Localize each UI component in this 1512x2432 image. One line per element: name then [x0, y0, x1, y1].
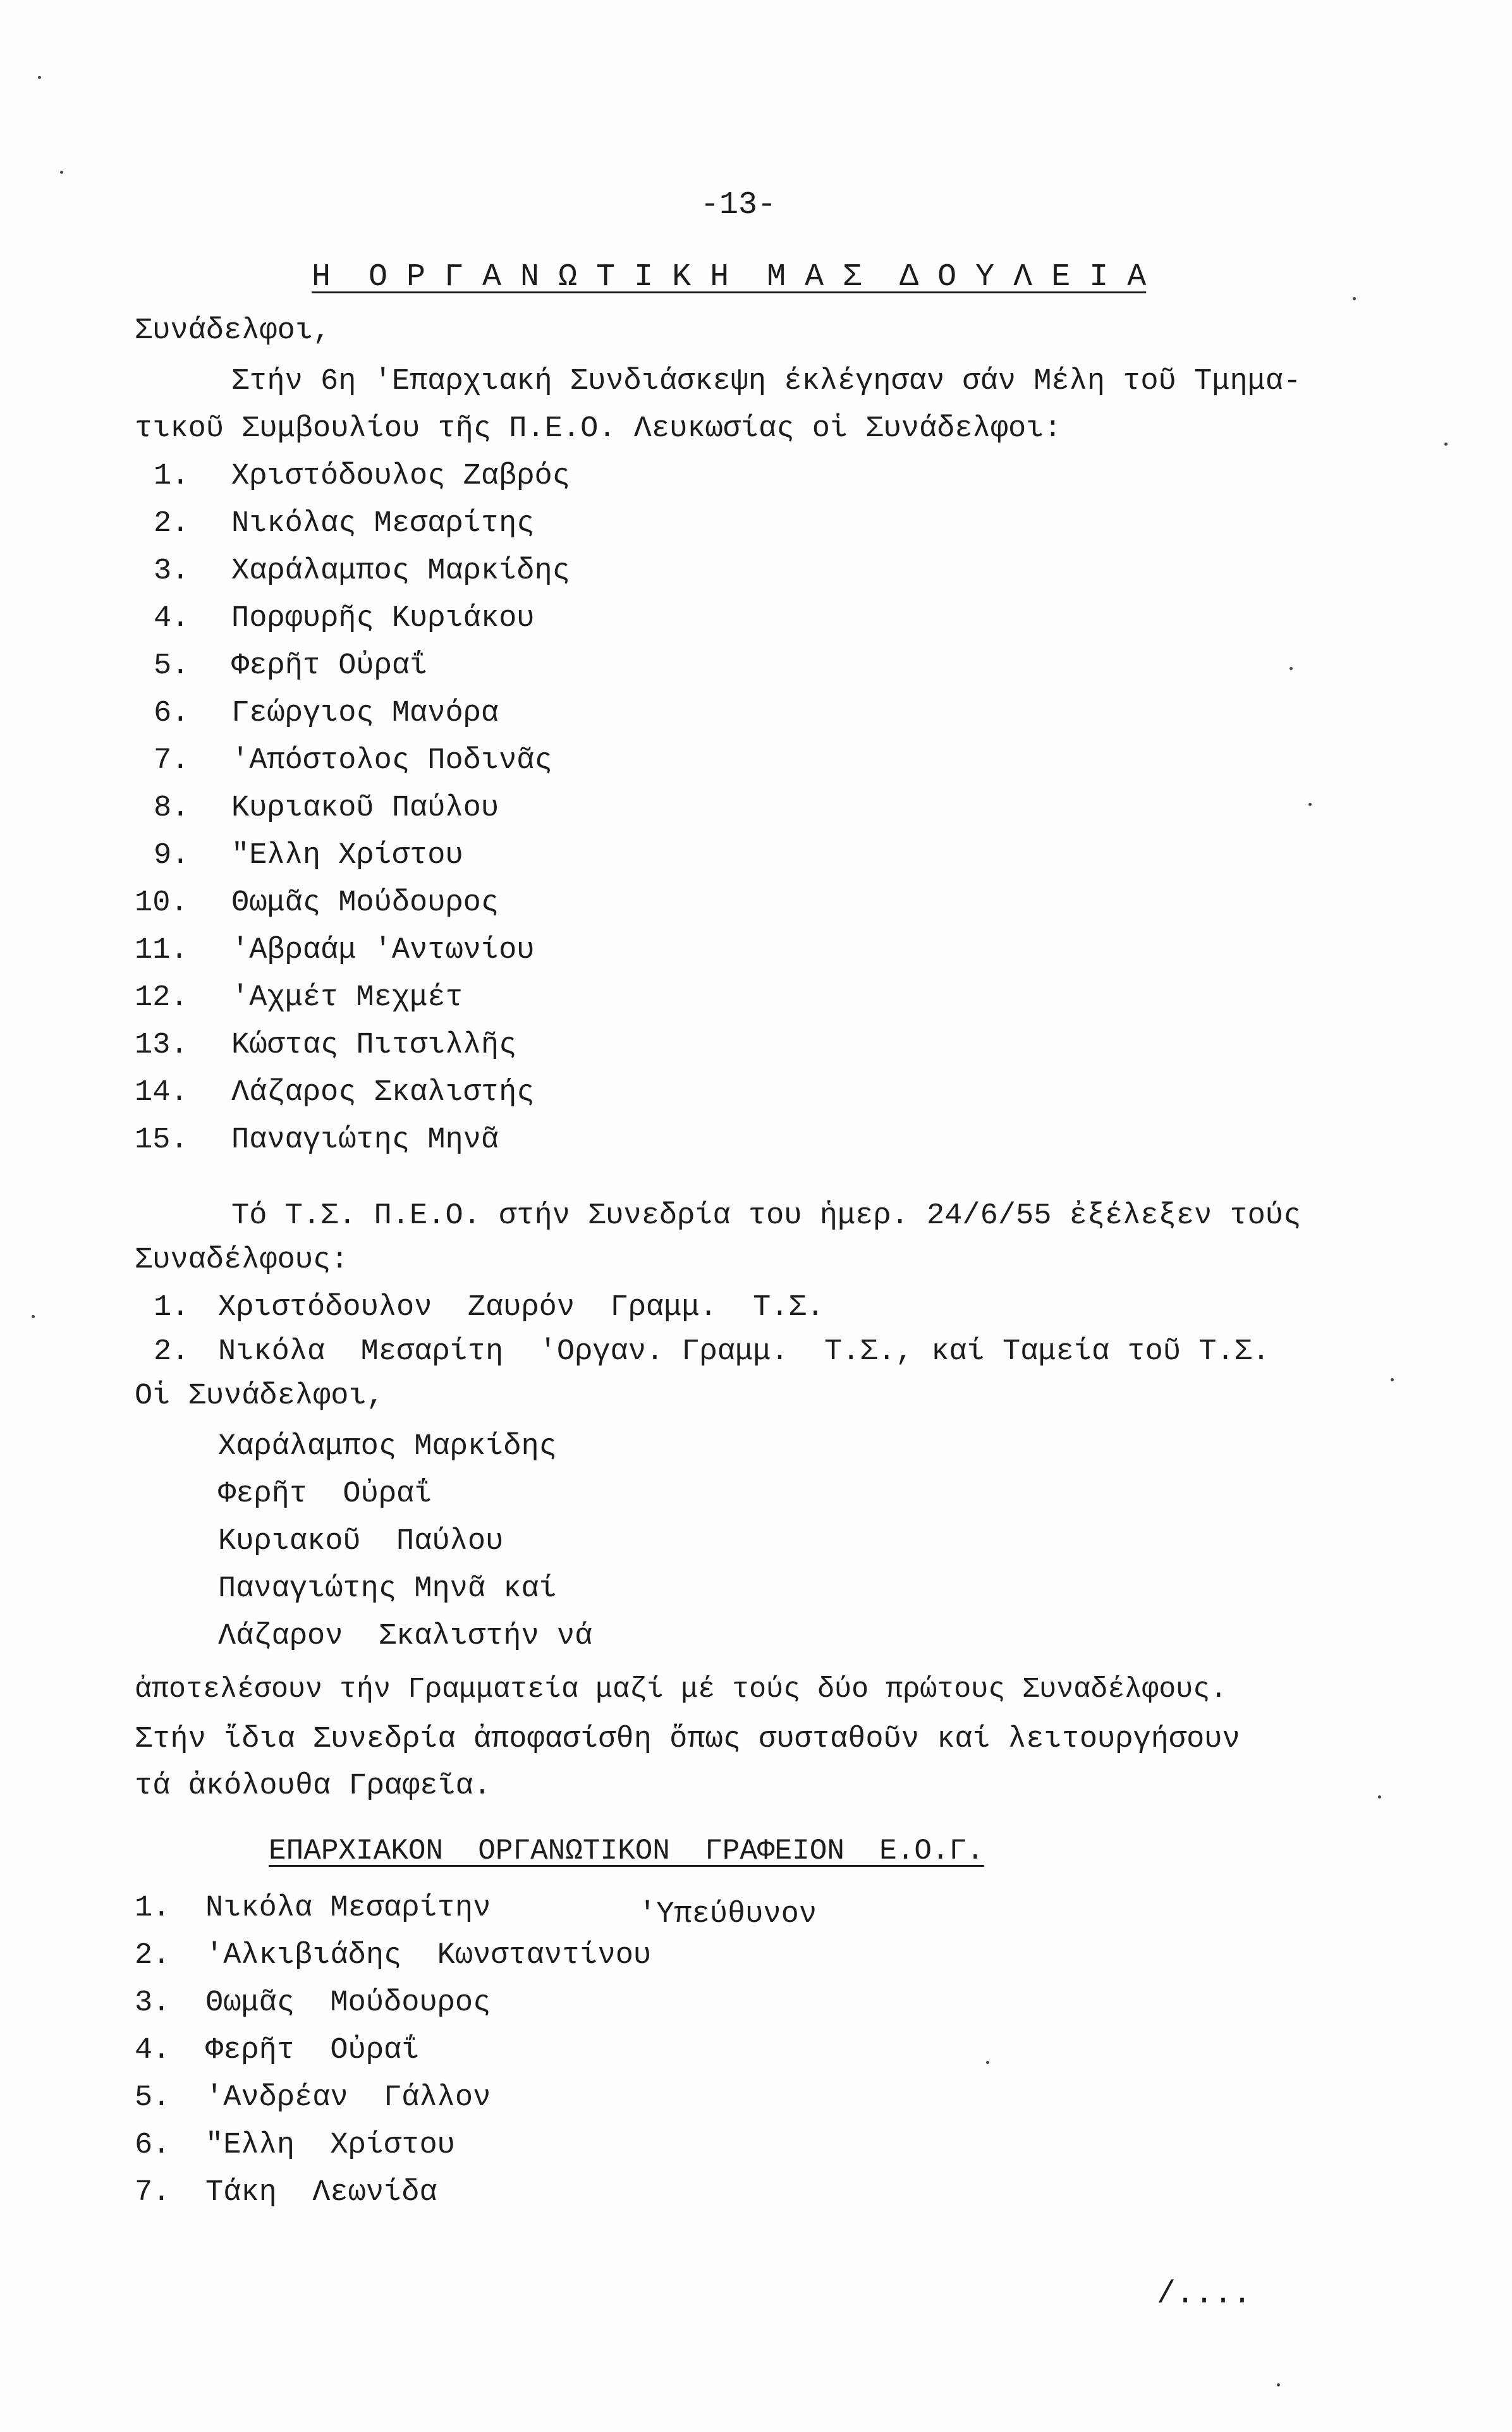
scan-speck [32, 1315, 35, 1318]
list-item-number: 13. [135, 1029, 188, 1062]
list-item-number: 14. [135, 1076, 188, 1109]
list-item-name: Λάζαρον Σκαλιστήν νά [218, 1620, 593, 1653]
list-item-number: 1. [135, 1891, 171, 1925]
list-item-number: 10. [135, 886, 188, 920]
list-item-number: 15. [135, 1123, 188, 1157]
list-item-name: Πορφυρῆς Κυριάκου [231, 602, 535, 635]
list-item-text: Χριστόδουλον Ζαυρόν Γραμμ. Τ.Σ. [218, 1291, 824, 1324]
list-item-number: 6. [154, 697, 190, 730]
list-item-name: Παναγιώτης Μηνᾶ [231, 1123, 499, 1157]
list-item-name: Θωμᾶς Μούδουρος [231, 886, 499, 920]
list-item-number: 7. [135, 2176, 171, 2209]
list-item-number: 5. [154, 649, 190, 683]
scan-speck [1289, 667, 1293, 670]
scan-speck [1308, 803, 1312, 806]
continuation-mark: /.... [1157, 2276, 1252, 2313]
list-item-number: 4. [135, 2034, 171, 2067]
list-item-name: "Ελλη Χρίστου [205, 2129, 455, 2162]
list-item-name: Φερῆτ Οὐραΐ [205, 2034, 420, 2067]
list-item-name: Γεώργιος Μανόρα [231, 697, 499, 730]
list-item-number: 4. [154, 602, 190, 635]
list-item-number: 2. [135, 1939, 171, 1972]
list-item-name: Λάζαρος Σκαλιστής [231, 1076, 535, 1109]
list-item-number: 3. [135, 1986, 171, 2020]
list-item-number: 5. [135, 2081, 171, 2115]
intro-line-2: τικοῦ Συμβουλίου τῆς Π.Ε.Ο. Λευκωσίας οἱ Συνάδελφοι: [135, 412, 1062, 446]
list-item-name: 'Ανδρέαν Γάλλον [205, 2081, 491, 2115]
list-item-name: Χαράλαμπος Μαρκίδης [218, 1430, 557, 1463]
list-item-name: Φερῆτ Οὐραΐ [231, 649, 428, 683]
list-item-name: 'Αλκιβιάδης Κωνσταντίνου [205, 1939, 652, 1972]
list-item-name: Τάκη Λεωνίδα [205, 2176, 437, 2209]
list-item-name: 'Αβραάμ 'Αντωνίου [231, 934, 535, 967]
office-heading: ΕΠΑΡΧΙΑΚΟΝ ΟΡΓΑΝΩΤΙΚΟΝ ΓΡΑΦΕΙΟΝ Ε.Ο.Γ. [269, 1835, 984, 1867]
list-item-name: Χαράλαμπος Μαρκίδης [231, 554, 570, 588]
list-item-number: 1. [154, 460, 190, 493]
list-item-number: 3. [154, 554, 190, 588]
list-item-name: Νικόλας Μεσαρίτης [231, 507, 535, 541]
list-item-number: 7. [154, 744, 190, 778]
list-item-number: 1. [154, 1291, 190, 1324]
ts-line-1: Τό Τ.Σ. Π.Ε.Ο. στήν Συνεδρία του ἡμερ. 24/6/55 ἐξέλεξεν τούς [231, 1199, 1302, 1233]
list-item-name: 'Απόστολος Ποδινᾶς [231, 744, 552, 778]
list-item-name: Νικόλα Μεσαρίτην [205, 1891, 491, 1925]
list-item-name: Παναγιώτης Μηνᾶ καί [218, 1572, 557, 1606]
list-item-name: Κυριακοῦ Παύλου [218, 1525, 504, 1558]
oi-line: Οἱ Συνάδελφοι, [135, 1379, 384, 1413]
page-number: -13- [700, 187, 777, 223]
list-item-number: 12. [135, 981, 188, 1015]
scan-speck [38, 76, 41, 79]
close-line-2: Στήν ἴδια Συνεδρία ἀποφασίσθη ὅπως συσταθοῦν καί λειτουργήσουν [135, 1723, 1240, 1756]
list-item-name: 'Αχμέτ Μεχμέτ [231, 981, 463, 1015]
list-item-number: 2. [154, 507, 190, 541]
page-heading: Η Ο Ρ Γ Α Ν Ω Τ Ι Κ Η Μ Α Σ Δ Ο Υ Λ Ε Ι Α [312, 259, 1147, 295]
scan-speck [986, 2061, 989, 2064]
list-item-number: 8. [154, 791, 190, 825]
list-item-name: Φερῆτ Οὐραΐ [218, 1477, 432, 1511]
close-line-3: τά ἀκόλουθα Γραφεῖα. [135, 1769, 492, 1803]
intro-line-1: Στήν 6η 'Επαρχιακή Συνδιάσκεψη έκλέγησαν σάν Μέλη τοῦ Τμημα- [231, 365, 1302, 398]
list-item-name: Κυριακοῦ Παύλου [231, 791, 499, 825]
list-item-name: Κώστας Πιτσιλλῆς [231, 1029, 517, 1062]
list-item-name: Χριστόδουλος Ζαβρός [231, 460, 570, 493]
scan-speck [1444, 443, 1448, 446]
scan-speck [1353, 297, 1356, 300]
list-item-role: 'Υπεύθυνον [638, 1898, 817, 1931]
close-line-1: ἀποτελέσουν τήν Γραμματεία μαζί μέ τούς δύο πρώτους Συναδέλφους. [135, 1673, 1228, 1706]
scan-speck [1277, 2383, 1280, 2386]
list-item-name: Θωμᾶς Μούδουρος [205, 1986, 491, 2020]
list-item-number: 9. [154, 839, 190, 872]
scan-speck [1391, 1378, 1394, 1381]
salutation: Συνάδελφοι, [135, 314, 331, 348]
list-item-number: 2. [154, 1335, 190, 1369]
list-item-text: Νικόλα Μεσαρίτη 'Οργαν. Γραμμ. Τ.Σ., καί Ταμεία τοῦ Τ.Σ. [218, 1335, 1271, 1369]
list-item-number: 6. [135, 2129, 171, 2162]
list-item-name: "Ελλη Χρίστου [231, 839, 463, 872]
list-item-number: 11. [135, 934, 188, 967]
ts-line-2: Συναδέλφους: [135, 1243, 349, 1277]
scan-speck [60, 171, 63, 174]
scan-speck [1378, 1795, 1381, 1799]
